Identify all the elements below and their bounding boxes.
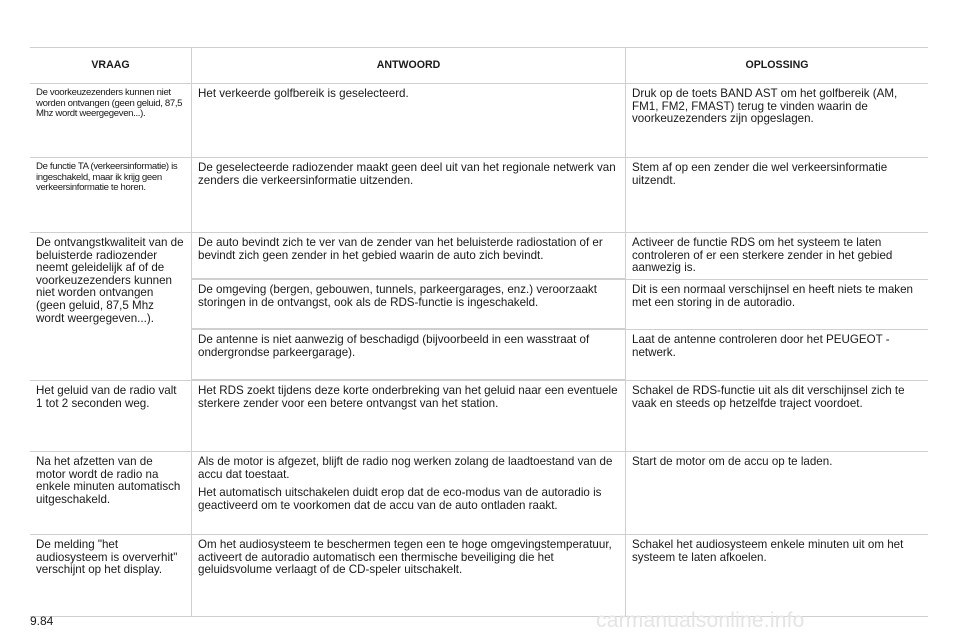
- question-cell: De melding "het audiosysteem is oververhit" verschijnt op het display.: [30, 535, 192, 616]
- answer-sub-row: [192, 233, 928, 280]
- answer-cell: De omgeving (bergen, gebouwen, tunnels, parkeergarages, enz.) veroorzaakt storingen in de ontvangst, ook als de RDS-functie is ingeschakeld.: [192, 280, 626, 329]
- answer-cell: De antenne is niet aanwezig of beschadigd (bijvoorbeeld in een wasstraat of ondergrondse parkeergarage).: [192, 330, 626, 380]
- answer-cell: [192, 452, 626, 534]
- question-cell: Na het afzetten van de motor wordt de radio na enkele minuten automatisch uitgeschakeld.: [30, 452, 192, 534]
- solution-cell: Start de motor om de accu op te laden.: [632, 455, 833, 468]
- answer-cell: Het RDS zoekt tijdens deze korte onderbreking van het geluid naar een eventuele sterkere zender voor een betere ontvangst van het station.: [192, 381, 626, 451]
- question-cell: De ontvangstkwaliteit van de beluisterde radiozender neemt geleidelijk af of de voorkeuzezenders kunnen niet worden ontvangen (geen geluid, 87,5 Mhz wordt weergegeven...).: [30, 233, 192, 380]
- solution-cell: Druk op de toets BAND AST om het golfbereik (AM, FM1, FM2, FMAST) terug te vinden waarin de voorkeuzezenders zijn opgeslagen.: [632, 87, 898, 126]
- header-antwoord: ANTWOORD: [192, 48, 626, 83]
- table-row: [30, 452, 928, 535]
- solution-cell: Schakel de RDS-functie uit als dit verschijnsel zich te vaak en steeds op hetzelfde traject voordoet.: [632, 384, 905, 410]
- answer-sub-row: [192, 280, 928, 330]
- solution-cell: Laat de antenne controleren door het PEUGEOT -netwerk.: [632, 333, 890, 359]
- solution-cell: Schakel het audiosysteem enkele minuten uit om het systeem te laten afkoelen.: [632, 538, 904, 564]
- faq-table: [30, 47, 928, 617]
- answer-sub-row: [192, 330, 928, 380]
- solution-cell: Activeer de functie RDS om het systeem te laten controleren of er een sterkere zender in het gebied aanwezig is.: [632, 236, 893, 275]
- header-oplossing: OPLOSSING: [745, 59, 809, 72]
- question-cell: De functie TA (verkeersinformatie) is ingeschakeld, maar ik krijg geen verkeersinformatie te horen.: [30, 158, 192, 232]
- answer-cell: De geselecteerde radiozender maakt geen deel uit van het regionale netwerk van zenders die verkeersinformatie uitzenden.: [192, 158, 626, 232]
- watermark: carmanualsonline.info: [596, 609, 805, 632]
- question-cell: De voorkeuzezenders kunnen niet worden ontvangen (geen geluid, 87,5 Mhz wordt weergegeven...).: [30, 84, 192, 157]
- page-number: 9.84: [30, 614, 54, 628]
- solution-cell: Dit is een normaal verschijnsel en heeft niets te maken met een storing in de autoradio.: [632, 283, 913, 309]
- table-row: [30, 84, 928, 158]
- question-cell: Het geluid van de radio valt 1 tot 2 seconden weg.: [30, 381, 192, 451]
- table-row: [30, 233, 928, 381]
- table-row: [30, 381, 928, 452]
- answer-paragraph: Het automatisch uitschakelen duidt erop dat de eco-modus van de autoradio is geactiveerd om te voorkomen dat de accu van de auto ontladen raakt.: [198, 486, 602, 512]
- answer-cell: Het verkeerde golfbereik is geselecteerd.: [192, 84, 626, 157]
- answer-cell: De auto bevindt zich te ver van de zender van het beluisterde radiostation of er bevindt zich geen zender in het gebied waarin de auto zich bevindt.: [192, 233, 626, 279]
- table-row: [30, 535, 928, 617]
- header-vraag: VRAAG: [30, 48, 192, 83]
- answer-group: [192, 233, 928, 380]
- solution-cell: Stem af op een zender die wel verkeersinformatie uitzendt.: [632, 161, 888, 187]
- table-header-row: [30, 48, 928, 84]
- table-row: [30, 158, 928, 233]
- answer-paragraph: Als de motor is afgezet, blijft de radio nog werken zolang de laadtoestand van de accu dat toestaat.: [198, 455, 613, 481]
- answer-cell: Om het audiosysteem te beschermen tegen een te hoge omgevingstemperatuur, activeert de autoradio automatisch een thermische beveiliging die het geluidsvolume verlaagt of de CD-speler uitschakelt.: [192, 535, 626, 616]
